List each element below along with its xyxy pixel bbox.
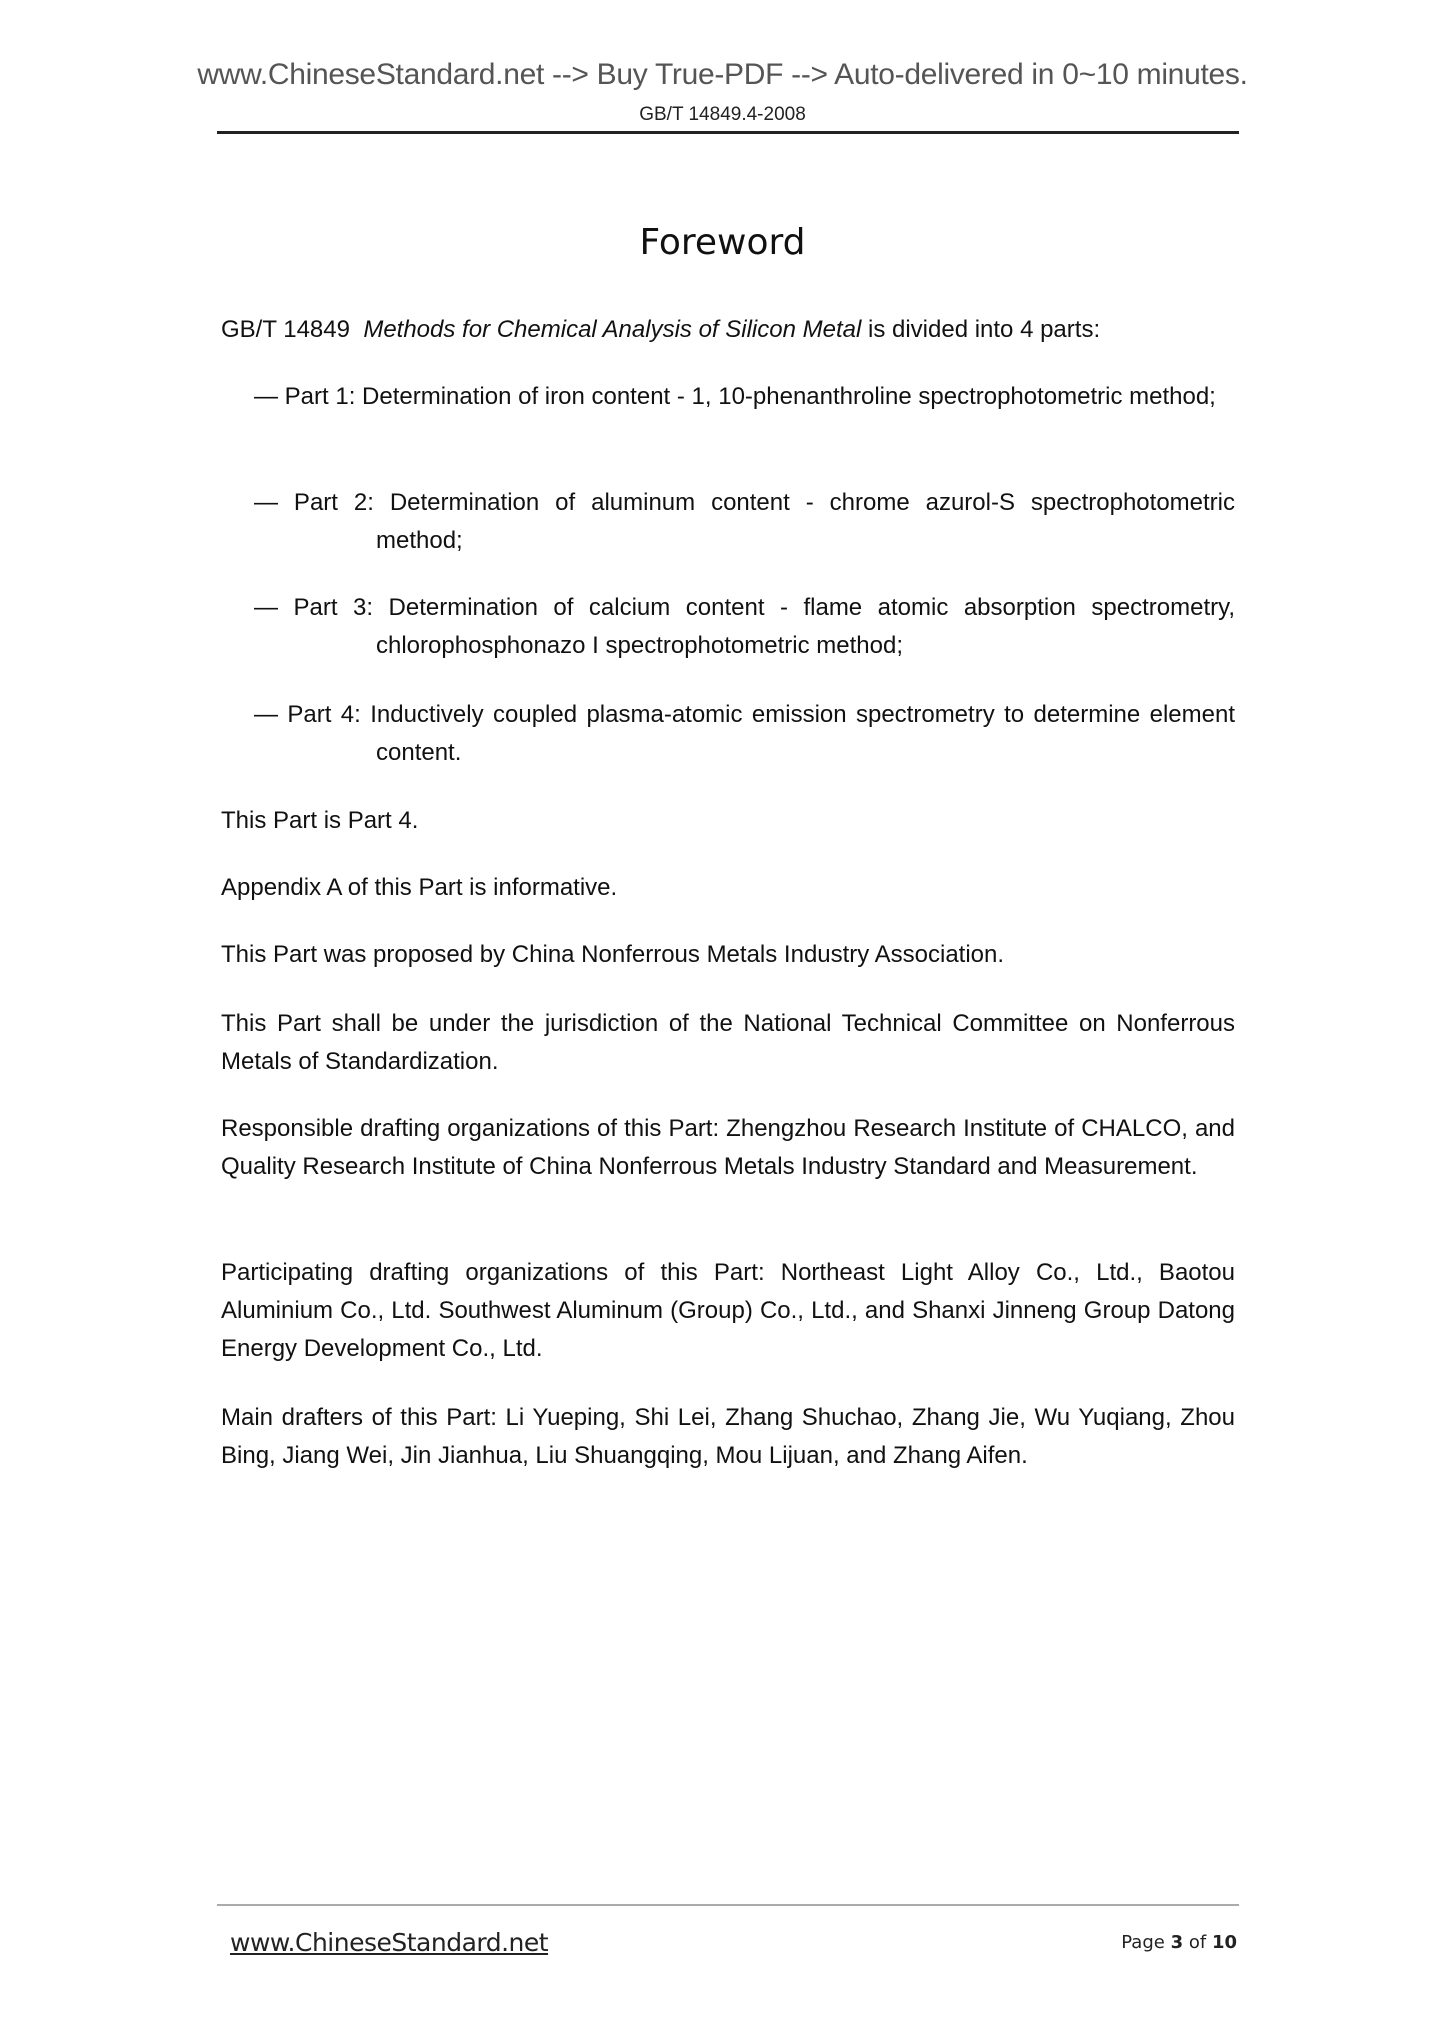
paragraph-responsible-orgs: Responsible drafting organizations of this Part: Zhengzhou Research Institute of CHALCO, and Quality Research Institute of China Nonferrous Metals Industry Standard and Measurement.	[221, 1115, 1235, 1180]
standard-title: Methods for Chemical Analysis of Silicon Metal	[363, 316, 862, 343]
page-current: 3	[1170, 1932, 1184, 1953]
promo-banner: www.ChineseStandard.net --> Buy True-PDF --> Auto-delivered in 0~10 minutes.	[197, 58, 1248, 91]
intro-suffix: is divided into 4 parts:	[867, 316, 1101, 343]
paragraph-jurisdiction: This Part shall be under the jurisdiction of the National Technical Committee on Nonferrous Metals of Standardization.	[221, 1010, 1235, 1075]
page-indicator	[1121, 1932, 1237, 1953]
part-item-4: — Part 4: Inductively coupled plasma-atomic emission spectrometry to determine element content.	[254, 701, 1235, 766]
page-label: Page	[1121, 1932, 1165, 1953]
part-item-3: — Part 3: Determination of calcium content - flame atomic absorption spectrometry, chlorophosphonazo I spectrophotometric method;	[254, 594, 1235, 659]
page-total: 10	[1211, 1932, 1237, 1953]
paragraph-proposed-by: This Part was proposed by China Nonferrous Metals Industry Association.	[221, 941, 1005, 968]
page-title: Foreword	[639, 222, 806, 263]
paragraph-participating-orgs: Participating drafting organizations of this Part: Northeast Light Alloy Co., Ltd., Baotou Aluminium Co., Ltd. Southwest Aluminum (Group) Co., Ltd., and Shanxi Jinneng Group Datong Energy Development Co., Ltd.	[221, 1259, 1235, 1362]
paragraph-main-drafters: Main drafters of this Part: Li Yueping, Shi Lei, Zhang Shuchao, Zhang Jie, Wu Yuqiang, Zhou Bing, Jiang Wei, Jin Jianhua, Liu Shuangqing, Mou Lijuan, and Zhang Aifen.	[221, 1404, 1235, 1469]
part-item-1: — Part 1: Determination of iron content - 1, 10-phenanthroline spectrophotometric method;	[254, 383, 1216, 410]
intro-paragraph	[221, 311, 1235, 349]
paragraph-part-number: This Part is Part 4.	[221, 807, 419, 834]
paragraph-appendix: Appendix A of this Part is informative.	[221, 874, 618, 901]
document-number: GB/T 14849.4-2008	[639, 104, 806, 125]
footer-website-link[interactable]: www.ChineseStandard.net	[230, 1928, 549, 1957]
standard-code: GB/T 14849	[221, 316, 350, 343]
page-of: of	[1188, 1932, 1207, 1953]
footer-divider	[217, 1904, 1239, 1906]
part-item-2: — Part 2: Determination of aluminum content - chrome azurol-S spectrophotometric method;	[254, 489, 1235, 554]
header-divider	[217, 131, 1239, 134]
